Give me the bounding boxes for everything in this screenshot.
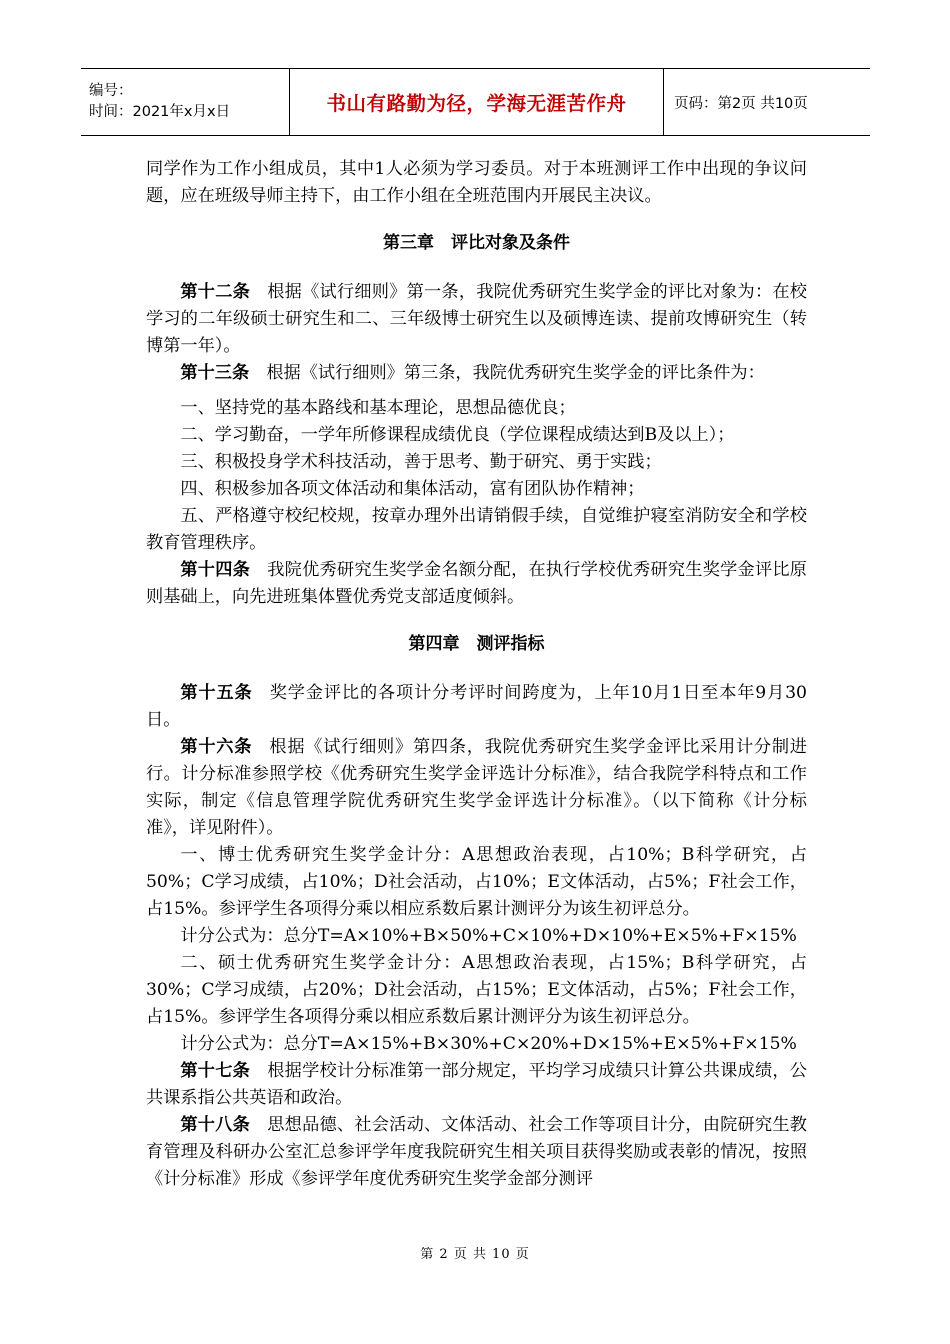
- article-17: [146, 1058, 807, 1112]
- formula-master: 计分公式为：总分T=A×15%+B×30%+C×20%+D×15%+E×5%+F×15%: [180, 1034, 797, 1054]
- document-body: [146, 156, 807, 1193]
- scoring-doctoral: 一、博士优秀研究生奖学金计分：A思想政治表现，占10%；B科学研究，占50%；C学习成绩，占10%；D社会活动，占10%；E文体活动，占5%；F社会工作，占15%。参评学生各项得分乘以相应系数后累计测评分为该生初评总分。: [146, 845, 807, 919]
- article-17-label: 第十七条: [180, 1061, 251, 1081]
- article-18-text: 思想品德、社会活动、文体活动、社会工作等项目计分，由院研究生教育管理及科研办公室汇总参评学年度我院研究生相关项目获得奖励或表彰的情况，按照《计分标准》形成《参评学年度优秀研究生奖学金部分测评: [146, 1115, 807, 1189]
- header-motto-cell: [290, 69, 664, 136]
- article-16: [146, 734, 807, 842]
- article-12-label: 第十二条: [180, 282, 251, 302]
- article-15-label: 第十五条: [180, 683, 253, 703]
- condition-2: 二、学习勤奋，一学年所修课程成绩优良（学位课程成绩达到B及以上）；: [180, 425, 735, 445]
- header-motto: 书山有路勤为径，学海无涯苦作舟: [326, 92, 627, 115]
- header-meta: [81, 69, 290, 136]
- page-footer: 第 2 页 共 10 页: [420, 1247, 530, 1262]
- condition-4: 四、积极参加各项文体活动和集体活动，富有团队协作精神；: [180, 479, 645, 499]
- article-16-label: 第十六条: [180, 737, 253, 757]
- paragraph-intro: 同学作为工作小组成员，其中1人必须为学习委员。对于本班测评工作中出现的争议问题，应在班级导师主持下，由工作小组在全班范围内开展民主决议。: [146, 159, 807, 206]
- article-13-text: 根据《试行细则》第三条，我院优秀研究生奖学金的评比条件为：: [266, 363, 765, 383]
- article-14: [146, 557, 807, 611]
- formula-doctoral: 计分公式为：总分T=A×10%+B×50%+C×10%+D×10%+E×5%+F×15%: [180, 926, 797, 946]
- article-14-text: 我院优秀研究生奖学金名额分配，在执行学校优秀研究生奖学金评比原则基础上，向先进班集体暨优秀党支部适度倾斜。: [146, 560, 807, 607]
- article-12-text: 根据《试行细则》第一条，我院优秀研究生奖学金的评比对象为：在校学习的二年级硕士研究生和二、三年级博士研究生以及硕博连读、提前攻博研究生（转博第一年）。: [146, 282, 807, 356]
- condition-3: 三、积极投身学术科技活动，善于思考、勤于研究、勇于实践；: [180, 452, 662, 472]
- document-header: [81, 68, 870, 136]
- chapter-four-title: 第四章 测评指标: [408, 634, 545, 654]
- article-12: [146, 279, 807, 360]
- article-13: [146, 360, 807, 387]
- document-date: 时间：2021年x月x日: [89, 104, 231, 120]
- condition-5: 五、严格遵守校纪校规，按章办理外出请销假手续，自觉维护寝室消防安全和学校教育管理秩序。: [146, 506, 807, 553]
- condition-1: 一、坚持党的基本路线和基本理论，思想品德优良；: [180, 398, 576, 418]
- article-15: [146, 680, 807, 734]
- article-18-label: 第十八条: [180, 1115, 251, 1135]
- article-16-text: 根据《试行细则》第四条，我院优秀研究生奖学金评比采用计分制进行。计分标准参照学校《优秀研究生奖学金评选计分标准》，结合我院学科特点和工作实际，制定《信息管理学院优秀研究生奖学金评选计分标准》。（以下简称《计分标准》，详见附件）。: [146, 737, 807, 838]
- article-14-label: 第十四条: [180, 560, 251, 580]
- chapter-three-title: 第三章 评比对象及条件: [383, 233, 570, 253]
- header-page-number: 页码：第2页 共10页: [664, 69, 871, 136]
- article-15-text: 奖学金评比的各项计分考评时间跨度为，上年10月1日至本年9月30日。: [146, 683, 807, 730]
- article-13-label: 第十三条: [180, 363, 250, 383]
- article-18: [146, 1112, 807, 1193]
- article-17-text: 根据学校计分标准第一部分规定，平均学习成绩只计算公共课成绩，公共课系指公共英语和政治。: [146, 1061, 807, 1108]
- scoring-master: 二、硕士优秀研究生奖学金计分：A思想政治表现，占15%；B科学研究，占30%；C学习成绩，占20%；D社会活动，占15%；E文体活动，占5%；F社会工作，占15%。参评学生各项得分乘以相应系数后累计测评分为该生初评总分。: [146, 953, 807, 1027]
- document-number-label: 编号：: [89, 83, 133, 99]
